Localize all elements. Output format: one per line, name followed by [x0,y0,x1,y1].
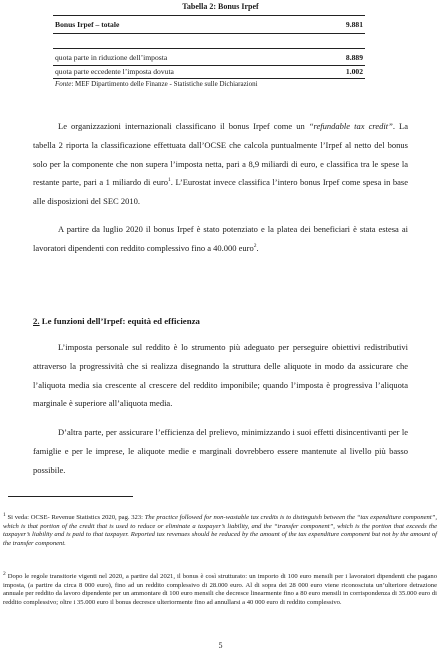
table-row [55,67,363,76]
paragraph-1: Le organizzazioni internazionali classificano il bonus Irpef come un “refundable tax credit”. La tabella 2 riporta la classificazione effettuata dall’OCSE che calcola puntualmente l’Irpef al netto del bonus solo per la componente che non supera l’imposta netta, pari a 8,9 miliardi di euro, e classifica tra le spese la restante parte, pari a 1 miliardo di euro$^1$. L’Eurostat invece classifica l’intero bonus Irpef come spesa in base alle disposizioni del SEC 2010. [33,121,409,207]
table-rule-bottom [53,78,365,79]
paragraph-3: L’imposta personale sul reddito è lo strumento più adeguato per perseguire obiettivi redistributivi attraverso la progressività che si realizza disegnando la struttura delle aliquote in modo da assicurare che l’aliquota media sia crescente al crescere del reddito imponibile; quando l’imposta è progressiva l’aliquota marginale è superiore all’aliquota media. [33,342,408,409]
table-rule-mid2 [53,48,365,49]
table-rule-mid3 [53,65,365,66]
row-label: quota parte eccedente l’imposta dovuta [55,67,174,76]
emphasis: “refundable tax credit” [308,121,393,131]
section-number: 2. [33,316,40,326]
footnote-ref-1[interactable]: 1 [168,177,171,184]
footnote-2: $^2$ Dopo le regole transitorie vigenti nel 2020, a partire dal 2021, il bonus è così strutturato: un importo di 100 euro mensili per i lavoratori dipendenti che pagano imposta, (a partire da circa 8 000 euro), fino ad un reddito complessivo di 28.000 euro. Al di sopra dei 28 000 euro viene riconosciuta un’ulteriore detrazione annuale per reddito da lavoro dipendente per un ammontare di 100 euro mensili che decresce linearmente fino a 80 euro mensili in corrispondenza di 35.000 euro di reddito complessivo; oltre i 35.000 euro il bonus decresce ulteriormente fino ad annullarsi a 40 000 euro di reddito complessivo. [3,570,437,606]
footnote-1: $^1$ Si veda: OCSE- Revenue Statistics 2020, pag. 323: The practice followed for non-wastable tax credits is to distinguish between the “tax expenditure component”, which is that portion of the credit that is used to reduce or eliminate a taxpayer’s liability, and the “transfer component”, which is the portion that exceeds the taxpayer’s liability and is paid to that taxpayer. Reported tax revenues should be reduced by the amount of the tax expenditure component but not by the amount of the transfer component. [3,511,437,547]
row-value: 1.002 [345,67,363,76]
table-rule-mid1 [53,33,365,34]
table-rule-top [53,15,365,16]
source-text: : MEF Dipartimento delle Finanze - Statistiche sulle Dichiarazioni [71,80,258,88]
footnote-quote: The practice followed for non-wastable tax credits is to distinguish between the “tax expenditure component”, which is that portion of the credit that is used to reduce or eliminate a taxpayer’s liability, and the “transfer component”, which is the portion that exceeds the taxpayer’s liability and is paid to that taxpayer. Reported tax revenues should be reduced by the amount of the tax expenditure component but not by the amount of the transfer component. [3,514,437,547]
table-title: Tabella 2: Bonus Irpef [182,2,259,11]
page-number: 5 [218,641,223,650]
section-title: Le funzioni dell’Irpef: equità ed efficienza [39,316,200,326]
total-value: 9.881 [345,20,363,29]
total-label: Bonus Irpef – totale [55,20,120,29]
row-label: quota parte in riduzione dell’imposta [55,53,168,62]
section-heading [33,316,200,326]
footnote-separator [8,496,133,497]
footnote-number: 1 [3,511,6,518]
row-value: 8.889 [345,53,363,62]
paragraph-2: A partire da luglio 2020 il bonus Irpef è stato potenziato e la platea dei beneficiari è stata estesa ai lavoratori dipendenti con reddito complessivo fino a 40.000 euro$^2$. [33,224,408,253]
footnote-ref-2[interactable]: 2 [253,242,257,249]
table-source [55,80,258,89]
paragraph-4: D’altra parte, per assicurare l’efficienza del prelievo, minimizzando i suoi effetti disincentivanti per le famiglie e per le imprese, le aliquote medie e marginali dovrebbero essere mantenute al livello più basso possibile. [33,427,408,475]
source-label: Fonte [55,80,72,88]
table-row [55,53,363,62]
table-row-total [55,20,363,29]
footnote-number: 2 [3,570,6,577]
